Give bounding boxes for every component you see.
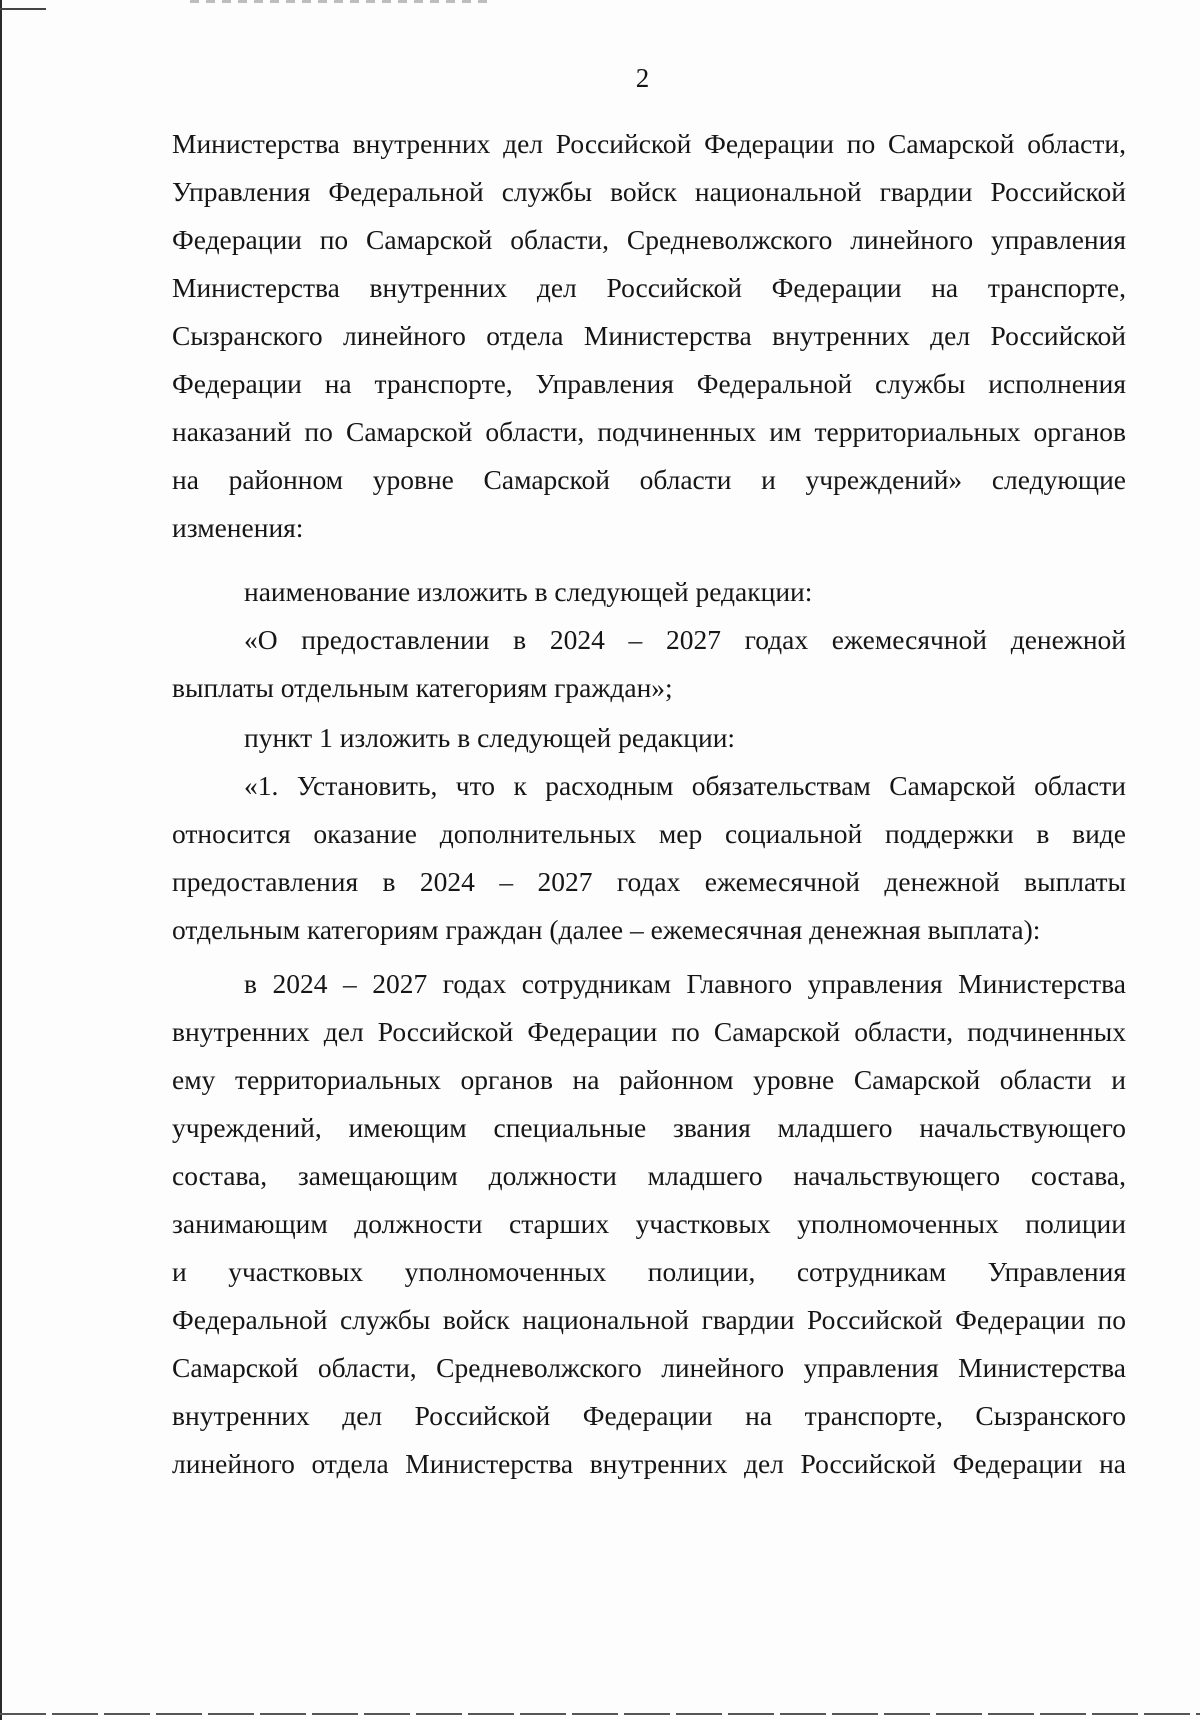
text-line: внутренних дел Российской Федерации на транспорте, Сызранского (172, 1400, 1126, 1431)
scan-bottom-edge (0, 1713, 1200, 1715)
text-line: наказаний по Самарской области, подчиненных им территориальных органов (172, 416, 1126, 447)
text-line: Федерации по Самарской области, Средневолжского линейного управления (172, 224, 1126, 255)
text-line: ему территориальных органов на районном уровне Самарской области и (172, 1064, 1126, 1095)
text-line: состава, замещающим должности младшего начальствующего состава, (172, 1160, 1126, 1191)
text-line: на районном уровне Самарской области и учреждений» следующие (172, 464, 1126, 495)
paragraph-point-1 (172, 714, 1126, 762)
scan-left-edge (0, 0, 2, 1720)
scan-top-mark (0, 8, 46, 10)
text-line: внутренних дел Российской Федерации по Самарской области, подчиненных (172, 1016, 1126, 1047)
text-line: относится оказание дополнительных мер социальной поддержки в виде (172, 818, 1126, 849)
text-line: линейного отдела Министерства внутренних дел Российской Федерации на (172, 1448, 1126, 1479)
text-line: занимающим должности старших участковых уполномоченных полиции (172, 1208, 1126, 1239)
text-line: Сызранского линейного отдела Министерства внутренних дел Российской (172, 320, 1126, 351)
paragraph-point-1-text (172, 762, 1126, 954)
text-line: в 2024 – 2027 годах сотрудникам Главного управления Министерства (244, 968, 1126, 999)
scan-top-faint-line (190, 0, 490, 3)
paragraph-recipients (172, 960, 1126, 1488)
text-line: «О предоставлении в 2024 – 2027 годах ежемесячной денежной (244, 624, 1126, 655)
text-line: Министерства внутренних дел Российской Федерации по Самарской области, (172, 128, 1126, 159)
text-line: и участковых уполномоченных полиции, сотрудникам Управления (172, 1256, 1126, 1287)
text-line: Самарской области, Средневолжского линейного управления Министерства (172, 1352, 1126, 1383)
text-line: отдельным категориям граждан (далее – ежемесячная денежная выплата): (172, 914, 1041, 945)
text-line: Федерации на транспорте, Управления Федеральной службы исполнения (172, 368, 1126, 399)
page-number: 2 (635, 63, 650, 93)
text-line: учреждений, имеющим специальные звания младшего начальствующего (172, 1112, 1126, 1143)
text-line: Министерства внутренних дел Российской Федерации на транспорте, (172, 272, 1126, 303)
text-line: Федеральной службы войск национальной гвардии Российской Федерации по (172, 1304, 1126, 1335)
text-line: предоставления в 2024 – 2027 годах ежемесячной денежной выплаты (172, 866, 1126, 897)
text-line: изменения: (172, 512, 304, 543)
paragraph-name-amendment (172, 568, 1126, 712)
text-line: пункт 1 изложить в следующей редакции: (244, 722, 736, 753)
text-line: выплаты отдельным категориям граждан»; (172, 672, 673, 703)
text-line: «1. Установить, что к расходным обязательствам Самарской области (244, 770, 1126, 801)
text-line: наименование изложить в следующей редакции: (244, 576, 813, 607)
paragraph-preamble (172, 120, 1126, 552)
text-line: Управления Федеральной службы войск национальной гвардии Российской (172, 176, 1126, 207)
